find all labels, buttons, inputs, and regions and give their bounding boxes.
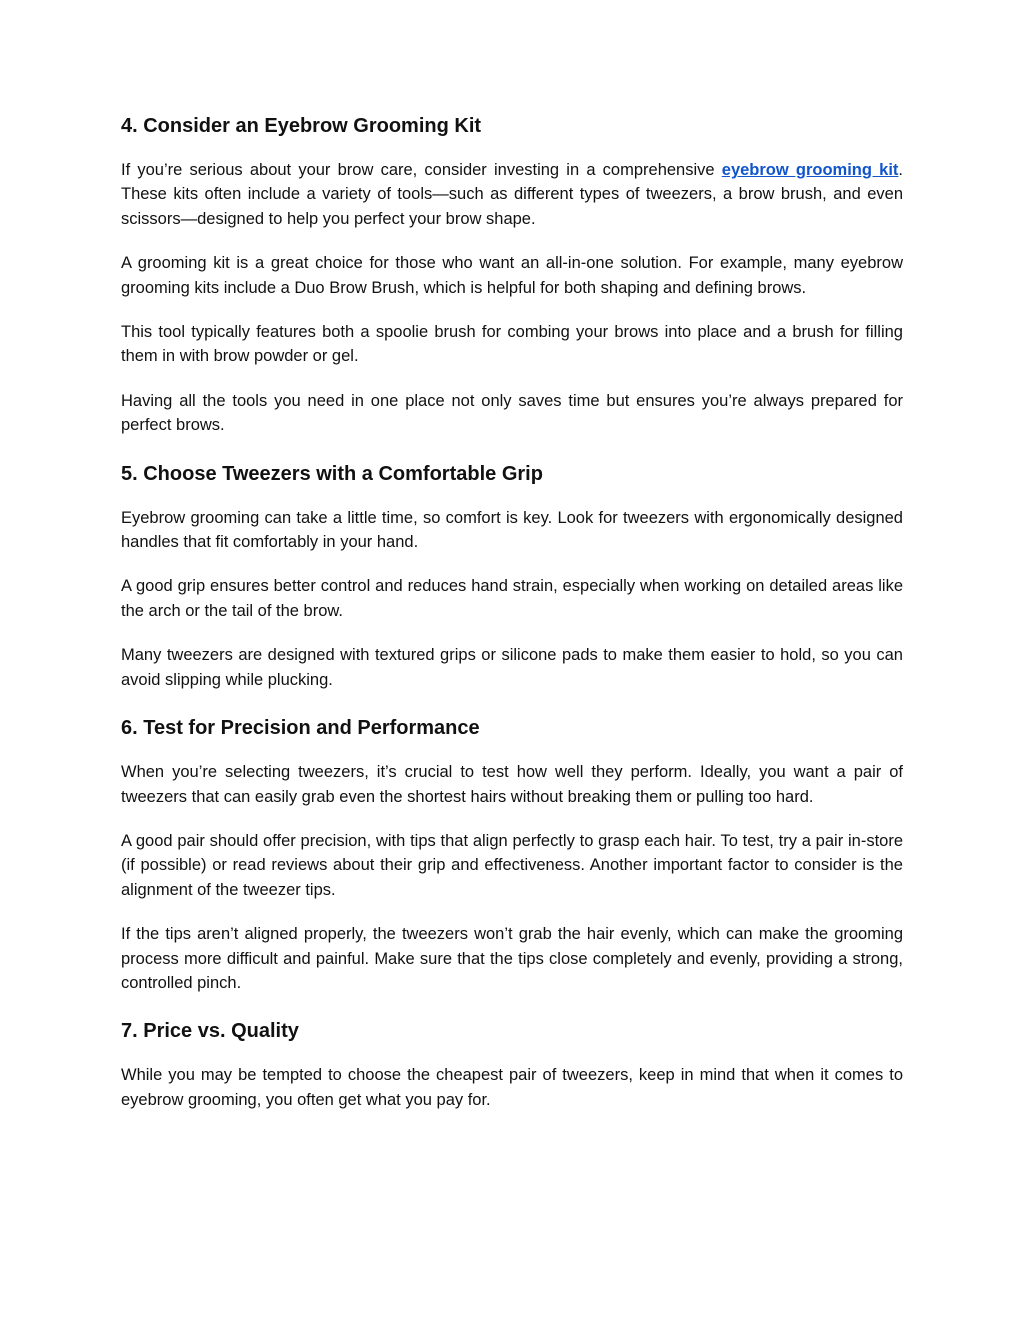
section-6-paragraph-2: A good pair should offer precision, with tips that align perfectly to grasp each hair. To test, try a pair in-store (if possible) or read reviews about their grip and effectiveness. Another important factor to consider is the alignment of the tweezer tips.: [121, 831, 903, 899]
section-5-paragraph-1: Eyebrow grooming can take a little time, so comfort is key. Look for tweezers with ergonomically designed handles that fit comfortably in your hand.: [121, 508, 903, 552]
section-5-paragraph-2: A good grip ensures better control and reduces hand strain, especially when working on detailed areas like the arch or the tail of the brow.: [121, 577, 903, 620]
section-4-paragraph-2: A grooming kit is a great choice for those who want an all-in-one solution. For example, many eyebrow grooming kits include a Duo Brow Brush, which is helpful for both shaping and defining brows.: [121, 254, 903, 297]
paragraph-text: . These kits often include a variety of tools—such as different types of tweezers, a brow brush, and even scissors—designed to help you perfect your brow shape.: [121, 161, 903, 228]
section-4-paragraph-3: This tool typically features both a spoolie brush for combing your brows into place and a brush for filling them in with brow powder or gel.: [121, 323, 903, 366]
eyebrow-grooming-kit-link[interactable]: eyebrow grooming kit: [721, 161, 899, 179]
section-6-paragraph-3: If the tips aren’t aligned properly, the tweezers won’t grab the hair evenly, which can make the grooming process more difficult and painful. Make sure that the tips close completely and evenly, providing a strong, controlled pinch.: [121, 925, 903, 992]
section-4-paragraph-1: [121, 158, 903, 231]
section-heading-7: 7. Price vs. Quality: [121, 1020, 299, 1043]
section-7-paragraph-1: While you may be tempted to choose the cheapest pair of tweezers, keep in mind that when it comes to eyebrow grooming, you often get what you pay for.: [121, 1066, 903, 1109]
document-page: [121, 112, 903, 1112]
section-heading-4: 4. Consider an Eyebrow Grooming Kit: [121, 115, 482, 137]
section-6-paragraph-1: When you’re selecting tweezers, it’s crucial to test how well they perform. Ideally, you want a pair of tweezers that can easily grab even the shortest hairs without breaking them or pulling too hard.: [121, 763, 903, 806]
section-4-paragraph-4: Having all the tools you need in one place not only saves time but ensures you’re always prepared for perfect brows.: [121, 391, 903, 435]
section-5-paragraph-3: Many tweezers are designed with textured grips or silicone pads to make them easier to hold, so you can avoid slipping while plucking.: [121, 646, 903, 689]
section-heading-6: 6. Test for Precision and Performance: [121, 717, 480, 740]
section-heading-5: 5. Choose Tweezers with a Comfortable Grip: [121, 462, 543, 485]
paragraph-text: If you’re serious about your brow care, consider investing in a comprehensive: [121, 161, 722, 179]
